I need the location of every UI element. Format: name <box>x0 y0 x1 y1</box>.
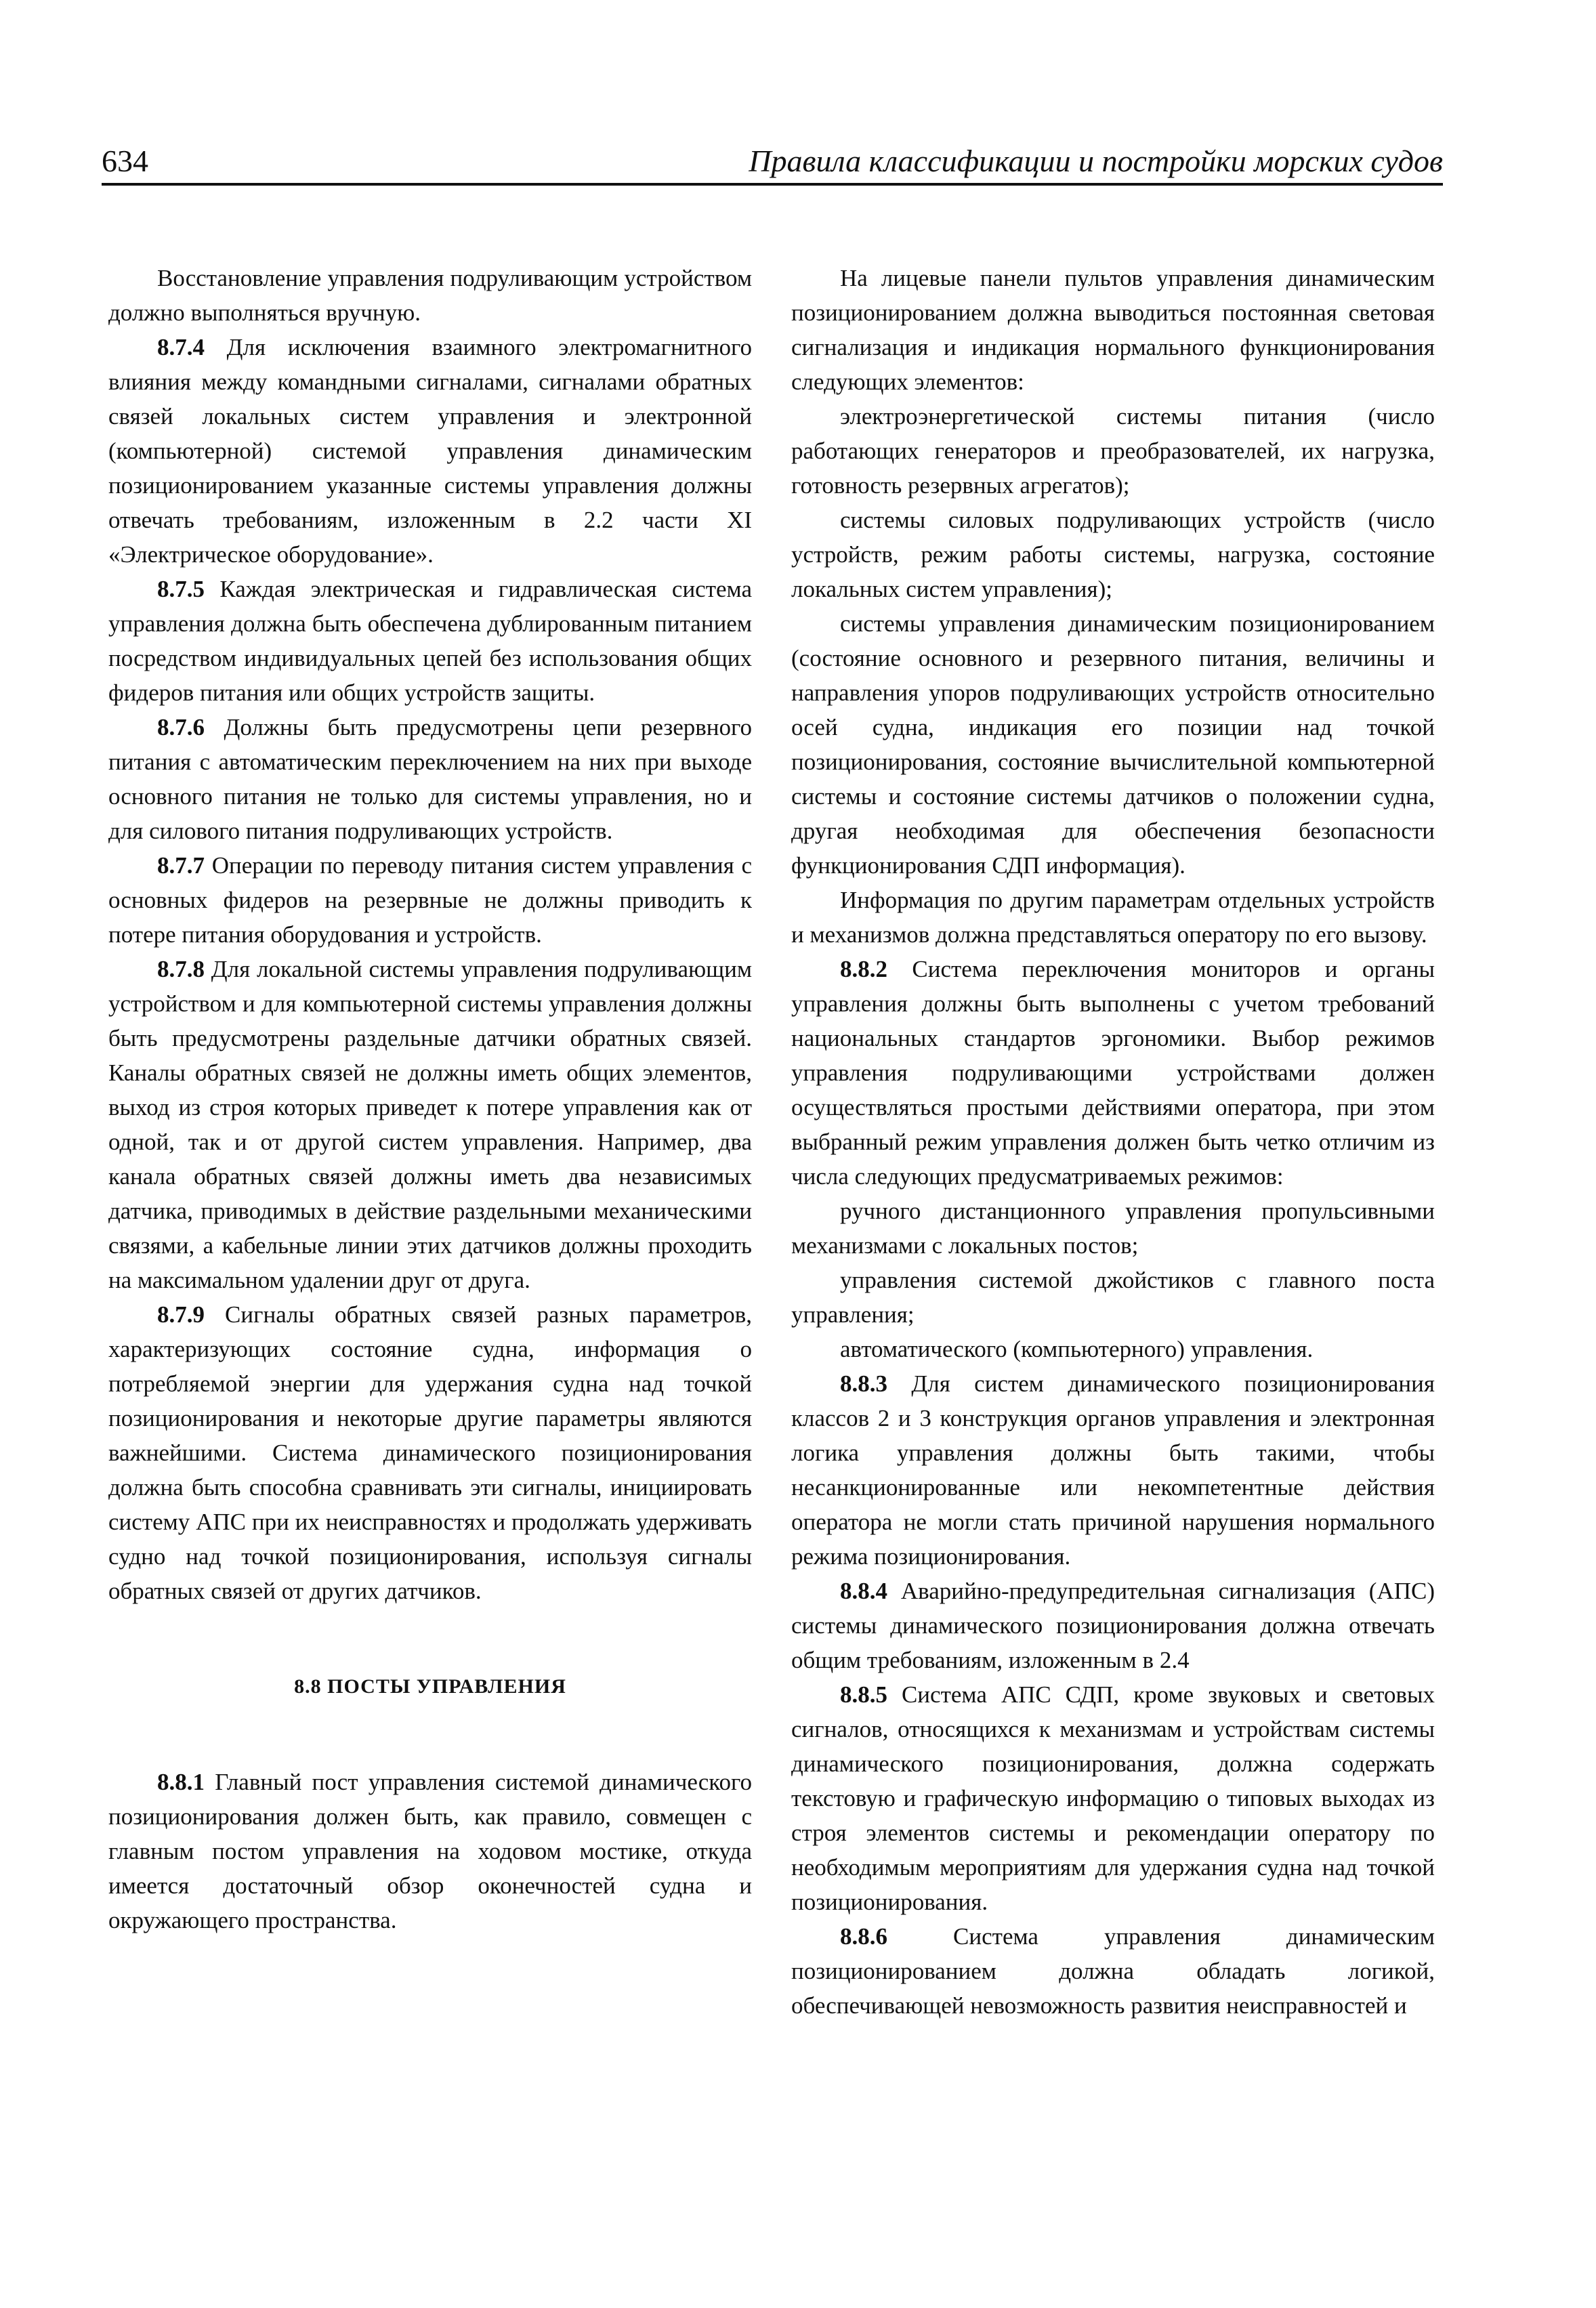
page-header <box>102 142 1443 186</box>
paragraph: Информация по другим параметрам отдельных устройств и механизмов должна представляться оператору по его вызову. <box>791 887 1435 948</box>
clause-8-8-2: 8.8.2 Система переключения мониторов и органы управления должны быть выполнены с учетом требований национальных стандартов эргономики. Выбор режимов управления подруливающими устройствами должен осуществляться простыми действиями оператора, при этом выбранный режим управления должен быть четко отличим из числа следующих предусматриваемых режимов: <box>791 956 1435 1190</box>
clause-8-8-6: 8.8.6 Система управления динамическим позиционированием должна обладать логикой, обеспечивающей невозможность развития неисправностей и <box>791 1923 1435 2019</box>
clause-number: 8.7.4 <box>157 334 205 360</box>
clause-8-7-8: 8.7.8 Для локальной системы управления подруливающим устройством и для компьютерной системы управления должны быть предусмотрены раздельные датчики обратных связей. Каналы обратных связей не должны иметь общих элементов, выход из строя которых приведет к потере управления как от одной, так и от другой систем управления. Например, два канала обратных связей должны иметь два независимых датчика, приводимых в действие раздельными механическими связями, а кабельные линии этих датчиков должны проходить на максимальном удалении друг от друга. <box>108 956 752 1293</box>
clause-number: 8.7.9 <box>157 1301 205 1328</box>
clause-number: 8.7.7 <box>157 852 205 879</box>
clause-number: 8.8.3 <box>840 1370 887 1397</box>
list-item: управления системой джойстиков с главного поста управления; <box>791 1267 1435 1328</box>
list-item: системы силовых подруливающих устройств (число устройств, режим работы системы, нагрузка, состояние локальных систем управления); <box>791 507 1435 602</box>
paragraph: Восстановление управления подруливающим устройством должно выполняться вручную. <box>108 265 752 326</box>
clause-8-7-5: 8.7.5 Каждая электрическая и гидравлическая система управления должна быть обеспечена дублированным питанием посредством индивидуальных цепей без использования общих фидеров питания или общих устройств защиты. <box>108 576 752 706</box>
clause-8-8-5: 8.8.5 Система АПС СДП, кроме звуковых и световых сигналов, относящихся к механизмам и устройствам системы динамического позиционирования, должна содержать текстовую и графическую информацию о типовых выходах из строя элементов системы и рекомендации оператору по необходимым мероприятиям для удержания судна над точкой позиционирования. <box>791 1681 1435 1915</box>
clause-number: 8.8.5 <box>840 1681 887 1708</box>
clause-number: 8.7.6 <box>157 714 205 740</box>
list-item: системы управления динамическим позиционированием (состояние основного и резервного питания, величины и направления упоров подруливающих устройств относительно осей судна, индикация его позиции над точкой позиционирования, состояние вычислительной компьютерной системы и состояние системы датчиков о положении судна, другая необходимая для обеспечения безопасности функционирования СДП информация). <box>791 610 1435 879</box>
clause-8-7-4: 8.7.4 Для исключения взаимного электромагнитного влияния между командными сигналами, сигналами обратных связей локальных систем управления и электронной (компьютерной) системой управления динамическим позиционированием указанные системы управления должны отвечать требованиям, изложенным в 2.2 части XI «Электрическое оборудование». <box>108 334 752 568</box>
clause-8-7-6: 8.7.6 Должны быть предусмотрены цепи резервного питания с автоматическим переключением на них при выходе основного питания не только для системы управления, но и для силового питания подруливающих устройств. <box>108 714 752 844</box>
clause-8-8-3: 8.8.3 Для систем динамического позиционирования классов 2 и 3 конструкция органов управления и электронная логика управления должны быть такими, чтобы несанкционированные или некомпетентные действия оператора не могли стать причиной нарушения нормального режима позиционирования. <box>791 1370 1435 1570</box>
list-item: ручного дистанционного управления пропульсивными механизмами с локальных постов; <box>791 1198 1435 1259</box>
clause-number: 8.7.8 <box>157 956 205 982</box>
section-heading: 8.8 ПОСТЫ УПРАВЛЕНИЯ <box>294 1675 566 1698</box>
clause-8-8-1: 8.8.1 Главный пост управления системой динамического позиционирования должен быть, как правило, совмещен с главным постом управления на ходовом мостике, откуда имеется достаточный обзор оконечностей судна и окружающего пространства. <box>108 1769 752 1933</box>
clause-number: 8.8.2 <box>840 956 887 982</box>
clause-number: 8.8.4 <box>840 1578 887 1604</box>
clause-number: 8.7.5 <box>157 576 205 602</box>
paragraph: На лицевые панели пультов управления динамическим позиционированием должна выводиться постоянная световая сигнализация и индикация нормального функционирования следующих элементов: <box>791 265 1435 395</box>
right-column <box>791 261 1435 2023</box>
page-number: 634 <box>102 144 148 178</box>
clause-8-7-7: 8.7.7 Операции по переводу питания систем управления с основных фидеров на резервные не должны приводить к потере питания оборудования и устройств. <box>108 852 752 948</box>
clause-number: 8.8.1 <box>157 1769 205 1795</box>
list-item: автоматического (компьютерного) управления. <box>840 1336 1314 1362</box>
clause-number: 8.8.6 <box>840 1923 887 1950</box>
list-item: электроэнергетической системы питания (число работающих генераторов и преобразователей, их нагрузка, готовность резервных агрегатов); <box>791 403 1435 499</box>
clause-8-8-4: 8.8.4 Аварийно-предупредительная сигнализация (АПС) системы динамического позиционирования должна отвечать общим требованиям, изложенным в 2.4 <box>791 1578 1435 1673</box>
left-column <box>108 261 752 1937</box>
running-title: Правила классификации и постройки морских судов <box>749 144 1443 178</box>
clause-8-7-9: 8.7.9 Сигналы обратных связей разных параметров, характеризующих состояние судна, информация о потребляемой энергии для удержания судна над точкой позиционирования и некоторые другие параметры являются важнейшими. Система динамического позиционирования должна быть способна сравнивать эти сигналы, инициировать систему АПС при их неисправностях и продолжать удерживать судно над точкой позиционирования, используя сигналы обратных связей от других датчиков. <box>108 1301 752 1604</box>
